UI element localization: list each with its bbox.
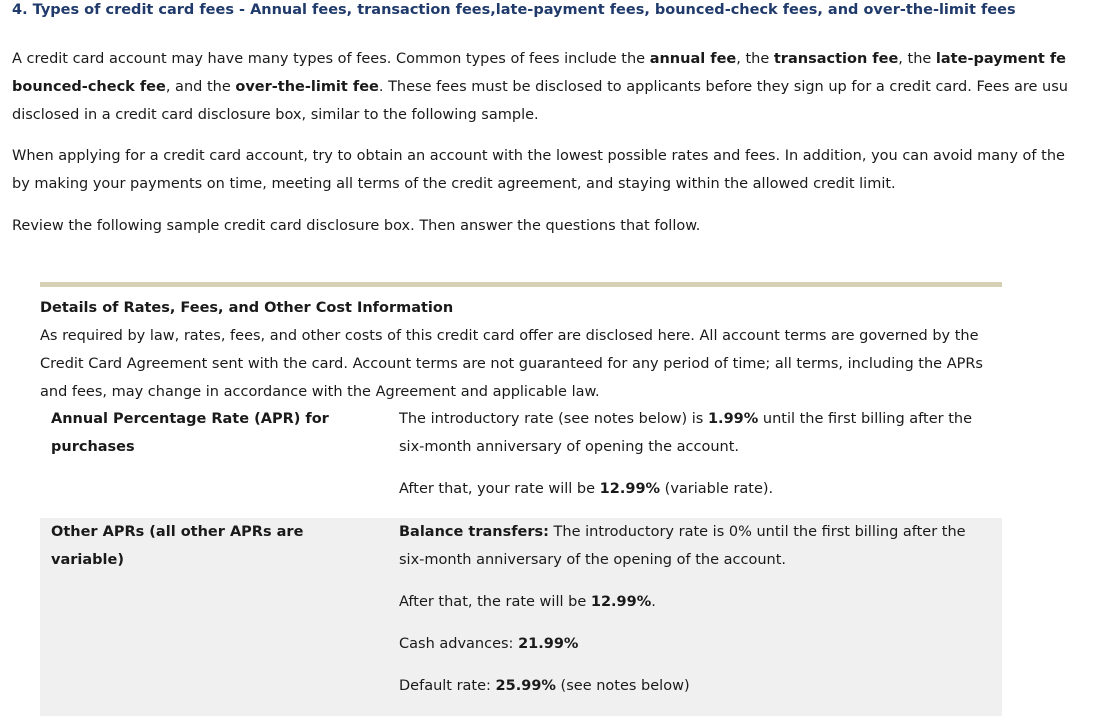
row-value: The introductory rate (see notes below) is 1.99% until the first billing after the six-month anniversary of opening the account. After that, your rate will be 12.99% (variable rate). xyxy=(399,411,973,497)
disclosure-top-rule xyxy=(40,282,1002,287)
intro-paragraph-advice: When applying for a credit card account, try to obtain an account with the lowest possible rates and fees. In addition, you can avoid many of the by making your payments on time, meeting all terms of the credit agreement, and staying within the allowed credit limit. xyxy=(12,148,1065,192)
disclosure-row-purchase-apr xyxy=(40,405,1002,510)
disclosure-row-other-aprs xyxy=(40,518,1002,716)
term-bounced-check-fee: bounced-check fee xyxy=(12,79,166,95)
section-title: 4. Types of credit card fees - Annual fees, transaction fees,late-payment fees, bounced-check fees, and over-the-limit fees xyxy=(12,2,1016,18)
term-annual-fee: annual fee xyxy=(649,51,737,67)
term-transaction-fee: transaction fee xyxy=(773,51,899,67)
row-label: Other APRs (all other APRs are variable) xyxy=(51,524,304,568)
term-over-the-limit-fee: over-the-limit fee xyxy=(235,79,379,95)
row-value: Balance transfers: The introductory rate is 0% until the first billing after the six-month anniversary of the opening of the account. After that, the rate will be 12.99%. Cash advances: 21.99% Default rate: 25.99% (see notes below) xyxy=(399,524,966,694)
term-late-payment-fee: late-payment fe xyxy=(935,51,1067,67)
row-label: Annual Percentage Rate (APR) for purchases xyxy=(51,411,329,455)
disclosure-intro: As required by law, rates, fees, and other costs of this credit card offer are disclosed here. All account terms are governed by the Credit Card Agreement sent with the card. Account terms are not guaranteed for any period of time; all terms, including the APRs and fees, may change in accordance with the Agreement and applicable law. xyxy=(40,328,983,400)
intro-paragraph-fees: A credit card account may have many types of fees. Common types of fees include the annual fee, the transaction fee, the late-payment fe bounced-check fee, and the over-the-limit fee. These fees must be disclosed to applicants before they sign up for a credit card. Fees are usu disclosed in a credit card disclosure box, similar to the following sample. xyxy=(12,51,1068,123)
intro-paragraph-instructions: Review the following sample credit card disclosure box. Then answer the questions that follow. xyxy=(12,218,701,234)
disclosure-heading: Details of Rates, Fees, and Other Cost Information xyxy=(40,300,454,316)
